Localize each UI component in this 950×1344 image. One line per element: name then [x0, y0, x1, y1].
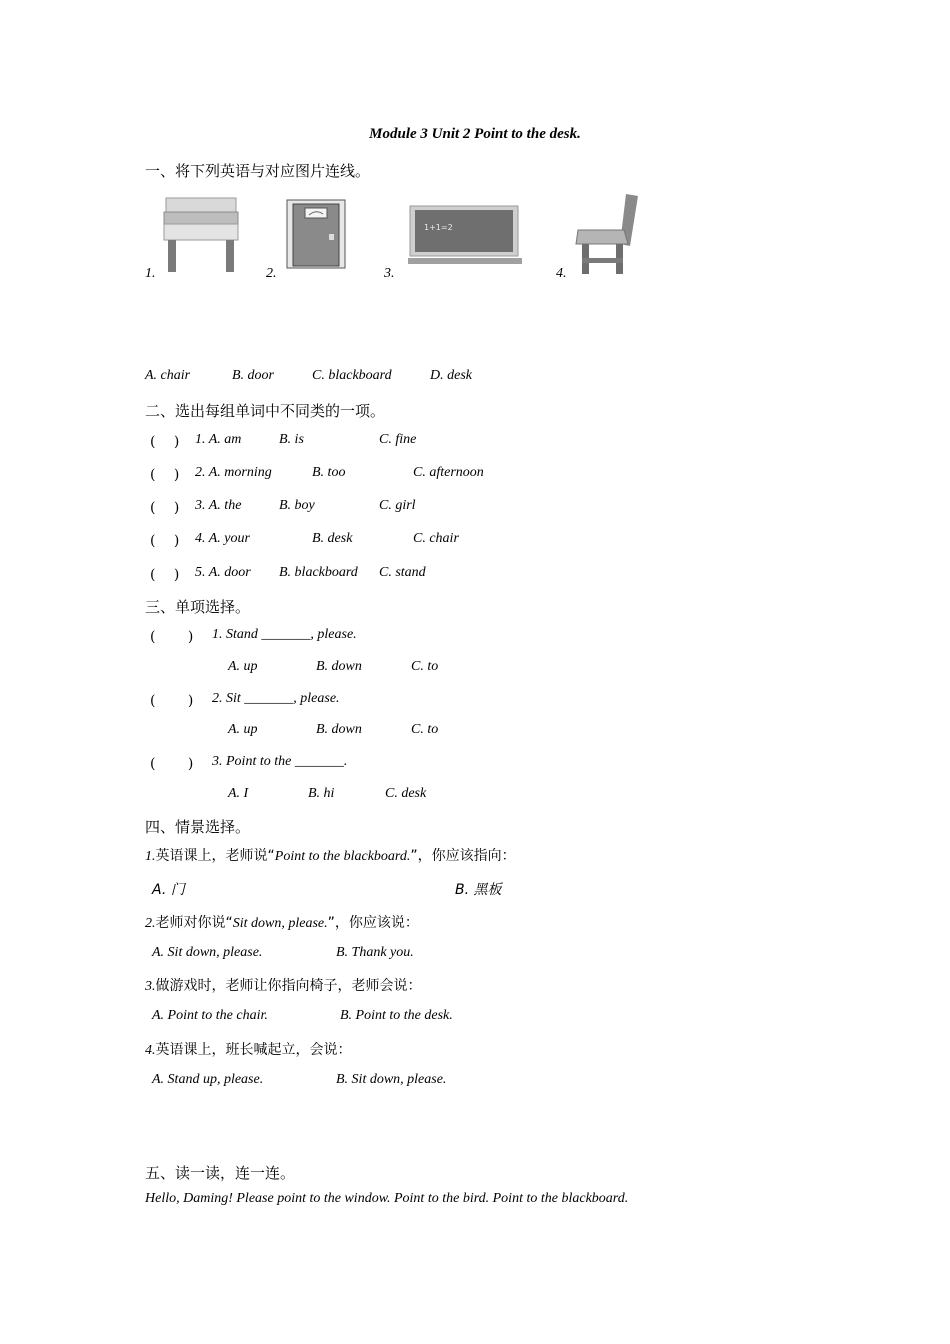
pic-label-2: 2. — [266, 266, 277, 281]
option-d: D. desk — [430, 368, 472, 383]
answer-blank[interactable]: ( ) — [150, 467, 180, 483]
choice-c: C. girl — [379, 498, 416, 513]
s4-choice-1b — [455, 879, 502, 899]
choice-a: A. up — [228, 722, 258, 737]
s4-question-3 — [145, 975, 422, 995]
section-4-heading: 四、情景选择。 — [145, 818, 251, 836]
choice-b: B. blackboard — [279, 565, 358, 580]
question-number: 2. A. morning — [195, 465, 272, 480]
question-text: 2. Sit _______, please. — [212, 691, 340, 706]
page-title: Module 3 Unit 2 Point to the desk. — [369, 126, 581, 142]
choice-a: A. up — [228, 659, 258, 674]
pic-label-1: 1. — [145, 266, 156, 281]
choice-b: B. Thank you. — [336, 945, 414, 960]
answer-blank[interactable]: ( ) — [150, 434, 180, 450]
choice-b: B. down — [316, 659, 362, 674]
s4-question-2 — [145, 912, 419, 932]
choice-b: B. Point to the desk. — [340, 1008, 453, 1023]
choice-b: B. hi — [308, 786, 335, 801]
choice-c: C. desk — [385, 786, 427, 801]
question-number: 1. A. am — [195, 432, 242, 447]
question-number: 3. — [145, 979, 156, 994]
chair-image — [570, 190, 646, 276]
question-text-cn: 做游戏时，老师让你指向椅子，老师会说： — [155, 978, 422, 994]
option-b: B. door — [232, 368, 274, 383]
question-text-end: ”，你应该说： — [327, 915, 419, 931]
option-a: A. chair — [145, 368, 191, 383]
choice-b: B. down — [316, 722, 362, 737]
choice-b: B. is — [279, 432, 304, 447]
answer-blank[interactable]: ( ) — [150, 500, 180, 516]
pic-label-4: 4. — [556, 266, 567, 281]
desk-image — [162, 194, 240, 274]
s4-question-4 — [145, 1039, 352, 1059]
choice-c: C. afternoon — [413, 465, 484, 480]
choice-c: C. to — [411, 659, 439, 674]
question-text-end: ”，你应该指向： — [410, 848, 516, 864]
choice-b: B. too — [312, 465, 346, 480]
choice-a: A. Stand up, please. — [152, 1072, 264, 1087]
pic-label-3: 3. — [384, 266, 395, 281]
option-c: C. blackboard — [312, 368, 392, 383]
choice-c: C. fine — [379, 432, 417, 447]
answer-blank[interactable]: ( ) — [150, 533, 180, 549]
question-text: 1. Stand _______, please. — [212, 627, 357, 642]
section-3-heading: 三、单项选择。 — [145, 598, 251, 616]
answer-blank[interactable]: ( ) — [150, 567, 180, 583]
question-text-cn: 老师对你说“ — [155, 915, 233, 931]
choice-c: C. chair — [413, 531, 459, 546]
door-image — [285, 198, 347, 270]
question-text-en: Point to the blackboard. — [274, 849, 411, 864]
choice-b: B. boy — [279, 498, 315, 513]
question-number: 2. — [145, 916, 156, 931]
section-5-heading: 五、读一读，连一连。 — [145, 1164, 296, 1182]
question-text-cn: 英语课上，班长喊起立，会说： — [155, 1042, 352, 1058]
choice-b: B. 黑板 — [455, 882, 502, 898]
choice-b: B. Sit down, please. — [336, 1072, 447, 1087]
answer-blank[interactable]: ( ) — [150, 693, 194, 709]
choice-a: A. 门 — [152, 882, 185, 898]
section-2-heading: 二、选出每组单词中不同类的一项。 — [145, 402, 386, 420]
choice-c: C. stand — [379, 565, 426, 580]
blackboard-image — [408, 204, 522, 266]
question-text-cn: 英语课上，老师说“ — [155, 848, 275, 864]
answer-blank[interactable]: ( ) — [150, 756, 194, 772]
question-number: 3. A. the — [195, 498, 242, 513]
s4-choice-1a — [152, 879, 185, 899]
question-text-en: Sit down, please. — [232, 916, 328, 931]
section-1-heading: 一、将下列英语与对应图片连线。 — [145, 162, 371, 180]
question-text: 3. Point to the _______. — [212, 754, 348, 769]
question-number: 4. A. your — [195, 531, 250, 546]
choice-c: C. to — [411, 722, 439, 737]
answer-blank[interactable]: ( ) — [150, 629, 194, 645]
question-number: 4. — [145, 1043, 156, 1058]
blackboard-text: 1+1=2 — [424, 223, 453, 232]
s4-question-1 — [145, 845, 516, 865]
question-number: 5. A. door — [195, 565, 251, 580]
choice-b: B. desk — [312, 531, 353, 546]
question-number: 1. — [145, 849, 156, 864]
reading-text: Hello, Daming! Please point to the window. Point to the bird. Point to the blackboard. — [145, 1191, 629, 1206]
choice-a: A. Sit down, please. — [152, 945, 263, 960]
choice-a: A. Point to the chair. — [152, 1008, 268, 1023]
choice-a: A. I — [228, 786, 249, 801]
